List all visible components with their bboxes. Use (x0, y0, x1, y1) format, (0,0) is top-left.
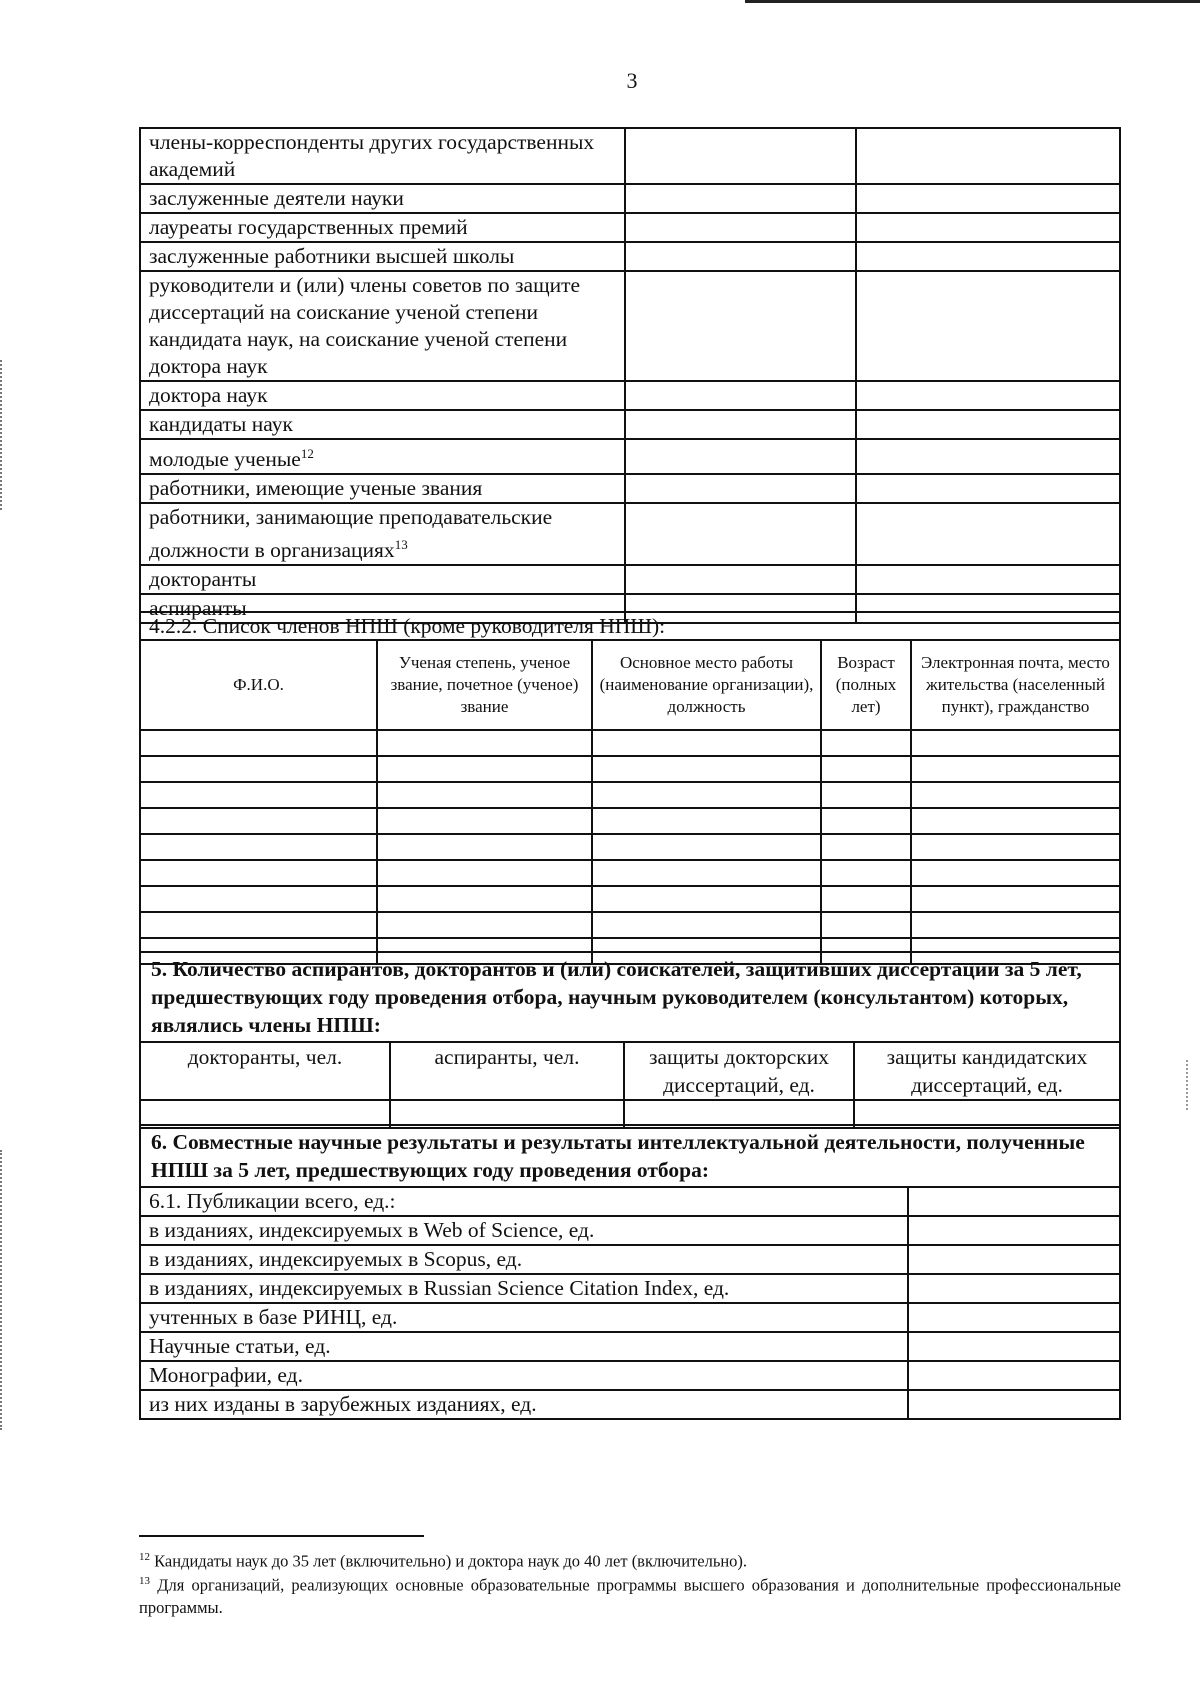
staff-row-text: члены-корреспонденты других государственных академий (149, 130, 595, 181)
member-cell[interactable] (592, 782, 821, 808)
value-cell[interactable] (856, 213, 1120, 242)
footnote-12 (139, 1546, 1121, 1573)
member-cell[interactable] (377, 756, 592, 782)
member-row (140, 782, 1120, 808)
staff-row-label (140, 503, 625, 565)
members-list-title: 4.2.2. Список членов НПШ (кроме руководителя НПШ): (140, 612, 1120, 640)
result-row (140, 1332, 1120, 1361)
member-cell[interactable] (911, 886, 1120, 912)
member-row (140, 808, 1120, 834)
staff-row-label (140, 381, 625, 410)
result-row (140, 1274, 1120, 1303)
member-cell[interactable] (140, 756, 377, 782)
value-cell[interactable] (856, 439, 1120, 474)
header-age: Возраст (полных лет) (821, 640, 911, 730)
member-cell[interactable] (592, 912, 821, 938)
staff-categories-table (139, 127, 1121, 624)
value-cell[interactable] (625, 381, 856, 410)
value-cell[interactable] (908, 1274, 1120, 1303)
value-cell[interactable] (625, 439, 856, 474)
staff-row-text: заслуженные деятели науки (149, 186, 404, 210)
header-degree: Ученая степень, ученое звание, почетное (ученое) звание (377, 640, 592, 730)
value-cell[interactable] (625, 213, 856, 242)
member-row (140, 886, 1120, 912)
value-cell[interactable] (856, 184, 1120, 213)
member-cell[interactable] (140, 860, 377, 886)
section6-title-row (140, 1125, 1120, 1187)
result-row-label: учтенных в базе РИНЦ, ед. (140, 1303, 908, 1332)
footnote-separator (139, 1535, 424, 1537)
member-cell[interactable] (377, 886, 592, 912)
footnote-ref: 13 (394, 537, 408, 553)
member-cell[interactable] (377, 860, 592, 886)
scan-margin-marks (0, 360, 6, 510)
header-fio: Ф.И.О. (140, 640, 377, 730)
staff-row (140, 271, 1120, 381)
col-candidate-defenses: защиты кандидатских диссертаций, ед. (854, 1042, 1120, 1100)
member-row (140, 860, 1120, 886)
member-cell[interactable] (377, 912, 592, 938)
staff-row-text: докторанты (149, 567, 257, 592)
staff-row-label (140, 565, 625, 594)
result-row-label: в изданиях, индексируемых в Web of Science, ед. (140, 1216, 908, 1245)
member-cell[interactable] (911, 730, 1120, 756)
value-cell[interactable] (625, 271, 856, 381)
members-header-row (140, 640, 1120, 730)
result-row-label: в изданиях, индексируемых в Scopus, ед. (140, 1245, 908, 1274)
staff-row-label (140, 184, 625, 213)
member-cell[interactable] (911, 782, 1120, 808)
member-cell[interactable] (911, 834, 1120, 860)
member-cell[interactable] (592, 808, 821, 834)
member-cell[interactable] (592, 886, 821, 912)
value-cell[interactable] (625, 242, 856, 271)
staff-row (140, 439, 1120, 474)
value-cell[interactable] (908, 1332, 1120, 1361)
staff-row-label (140, 410, 625, 439)
staff-row (140, 128, 1120, 184)
member-cell[interactable] (377, 730, 592, 756)
member-cell[interactable] (821, 782, 911, 808)
member-cell[interactable] (140, 730, 377, 756)
section6-title: 6. Совместные научные результаты и результаты интеллектуальной деятельности, полученные НПШ за 5 лет, предшествующих году проведения отбора: (140, 1125, 1120, 1187)
member-row (140, 756, 1120, 782)
member-cell[interactable] (140, 912, 377, 938)
result-row (140, 1245, 1120, 1274)
staff-row (140, 381, 1120, 410)
staff-row (140, 565, 1120, 594)
member-cell[interactable] (911, 860, 1120, 886)
footnote-mark: 13 (139, 1575, 150, 1587)
value-cell[interactable] (625, 503, 856, 565)
members-list-table (139, 611, 1121, 965)
value-cell[interactable] (625, 410, 856, 439)
staff-row (140, 410, 1120, 439)
value-cell[interactable] (908, 1216, 1120, 1245)
value-cell[interactable] (856, 503, 1120, 565)
members-list-title-row (140, 612, 1120, 640)
member-cell[interactable] (592, 834, 821, 860)
section5-table (139, 951, 1121, 1129)
value-cell[interactable] (625, 474, 856, 503)
scan-edge-line (745, 0, 1200, 3)
result-row-label: из них изданы в зарубежных изданиях, ед. (140, 1390, 908, 1419)
scan-margin-marks (1186, 1060, 1190, 1110)
scan-margin-marks (0, 1150, 6, 1430)
value-cell[interactable] (625, 184, 856, 213)
member-cell[interactable] (821, 886, 911, 912)
footnote-13 (139, 1570, 1121, 1619)
result-row (140, 1187, 1120, 1216)
result-row (140, 1390, 1120, 1419)
member-cell[interactable] (140, 834, 377, 860)
result-row-label: в изданиях, индексируемых в Russian Science Citation Index, ед. (140, 1274, 908, 1303)
member-cell[interactable] (377, 834, 592, 860)
value-cell[interactable] (856, 271, 1120, 381)
footnote-ref: 12 (300, 446, 314, 461)
member-cell[interactable] (377, 782, 592, 808)
footnote-text: Кандидаты наук до 35 лет (включительно) и доктора наук до 40 лет (включительно). (154, 1551, 748, 1571)
member-cell[interactable] (140, 808, 377, 834)
value-cell[interactable] (625, 128, 856, 184)
result-row-label: Монографии, ед. (140, 1361, 908, 1390)
staff-row-label (140, 242, 625, 271)
staff-row-text: руководители и (или) члены советов по защите диссертаций на соискание ученой степени кандидата наук, на соискание ученой степени доктора наук (149, 273, 581, 378)
col-postgrad-students: аспиранты, чел. (390, 1042, 624, 1100)
header-contacts: Электронная почта, место жительства (населенный пункт), гражданство (911, 640, 1120, 730)
value-cell[interactable] (908, 1390, 1120, 1419)
result-row-label: Научные статьи, ед. (140, 1332, 908, 1361)
result-row-label: 6.1. Публикации всего, ед.: (140, 1187, 908, 1216)
staff-row-text: кандидаты наук (149, 412, 293, 436)
value-cell[interactable] (856, 565, 1120, 594)
staff-row-text: аспиранты (149, 596, 247, 621)
member-row (140, 912, 1120, 938)
member-cell[interactable] (821, 808, 911, 834)
col-doctoral-students: докторанты, чел. (140, 1042, 390, 1100)
value-cell[interactable] (625, 565, 856, 594)
member-cell[interactable] (377, 808, 592, 834)
staff-row-text: лауреаты государственных премий (149, 215, 468, 239)
value-cell[interactable] (856, 474, 1120, 503)
result-row (140, 1303, 1120, 1332)
staff-row (140, 242, 1120, 271)
section5-title: 5. Количество аспирантов, докторантов и (или) соискателей, защитивших диссертации за 5 лет, предшествующих году проведения отбора, научным руководителем (консультантом) которых, являлись члены НПШ: (140, 952, 1120, 1042)
member-cell[interactable] (592, 756, 821, 782)
value-cell[interactable] (908, 1187, 1120, 1216)
staff-row-text: заслуженные работники высшей школы (149, 244, 515, 268)
result-row (140, 1361, 1120, 1390)
section5-header-row (140, 1042, 1120, 1100)
staff-row-label (140, 474, 625, 503)
member-cell[interactable] (140, 782, 377, 808)
member-cell[interactable] (911, 912, 1120, 938)
value-cell[interactable] (908, 1245, 1120, 1274)
member-cell[interactable] (592, 860, 821, 886)
member-cell[interactable] (140, 886, 377, 912)
value-cell[interactable] (856, 242, 1120, 271)
member-row (140, 730, 1120, 756)
col-doctoral-defenses: защиты докторских диссертаций, ед. (624, 1042, 854, 1100)
staff-row-text: молодые ученые (149, 447, 301, 472)
member-cell[interactable] (911, 756, 1120, 782)
section5-title-row (140, 952, 1120, 1042)
footnote-mark: 12 (139, 1551, 150, 1563)
staff-row (140, 213, 1120, 242)
member-cell[interactable] (821, 912, 911, 938)
staff-row (140, 184, 1120, 213)
staff-row-label (140, 271, 625, 381)
result-row (140, 1216, 1120, 1245)
staff-row-label (140, 439, 625, 474)
value-cell[interactable] (856, 128, 1120, 184)
member-row (140, 834, 1120, 860)
member-cell[interactable] (821, 756, 911, 782)
staff-row-text: работники, занимающие преподавательские должности в организациях (149, 505, 553, 563)
value-cell[interactable] (856, 410, 1120, 439)
member-cell[interactable] (911, 808, 1120, 834)
staff-row-label (140, 213, 625, 242)
staff-row-text: работники, имеющие ученые звания (149, 476, 483, 501)
staff-row (140, 503, 1120, 565)
footnote-text: Для организаций, реализующих основные образовательные программы высшего образования и дополнительные профессиональные программы. (139, 1575, 1122, 1617)
section6-table (139, 1124, 1121, 1420)
value-cell[interactable] (908, 1303, 1120, 1332)
staff-row (140, 474, 1120, 503)
page-number: 3 (626, 68, 638, 93)
value-cell[interactable] (908, 1361, 1120, 1390)
member-cell[interactable] (821, 730, 911, 756)
value-cell[interactable] (856, 381, 1120, 410)
member-cell[interactable] (821, 860, 911, 886)
staff-row-text: доктора наук (149, 383, 268, 407)
member-cell[interactable] (821, 834, 911, 860)
header-workplace: Основное место работы (наименование организации), должность (592, 640, 821, 730)
staff-row-label (140, 128, 625, 184)
member-cell[interactable] (592, 730, 821, 756)
